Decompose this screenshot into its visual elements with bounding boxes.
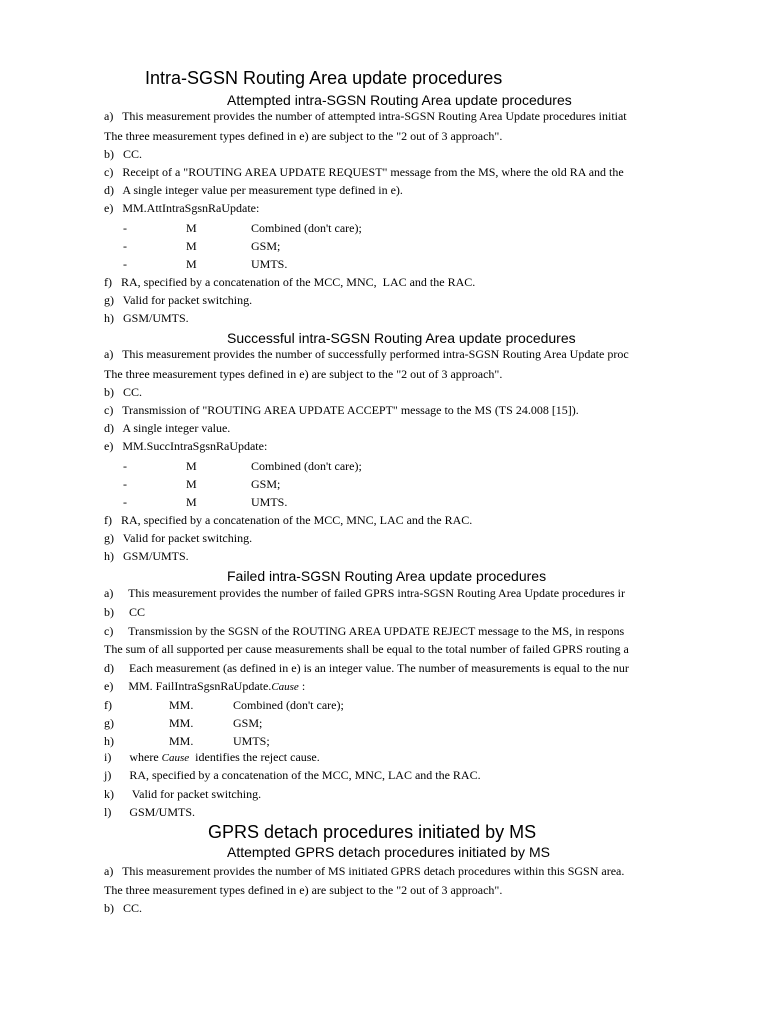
paragraph-line: f) RA, specified by a concatenation of the MCC, MNC, LAC and the RAC. [104,513,473,527]
cause-term: Cause [161,752,190,764]
paragraph-line: The three measurement types defined in e) are subject to the "2 out of 3 approach". [104,129,503,143]
cause-term: Cause [271,681,299,693]
paragraph-line: c) Transmission of "ROUTING AREA UPDATE ACCEPT" message to the MS (TS 24.008 [15]). [104,403,579,417]
paragraph-line: d) Each measurement (as defined in e) is an integer value. The number of measurements is equal to the nur [104,661,629,675]
paragraph-line: e) MM.SuccIntraSgsnRaUpdate: [104,439,268,453]
subsection-heading: Attempted GPRS detach procedures initiated by MS [227,844,550,860]
paragraph-line: a) This measurement provides the number of MS initiated GPRS detach procedures within this SGSN area. [104,864,625,878]
paragraph-line: The three measurement types defined in e) are subject to the "2 out of 3 approach". [104,883,503,897]
paragraph-line: i) where Cause identifies the reject cause. [104,750,320,764]
subsection-heading: Successful intra-SGSN Routing Area update procedures [227,330,576,346]
paragraph-line: g) Valid for packet switching. [104,293,253,307]
paragraph-line: b) CC. [104,147,143,161]
paragraph-line: a) This measurement provides the number of attempted intra-SGSN Routing Area Update procedures initiat [104,109,627,123]
list-item: g) MM. GSM; [104,716,263,730]
paragraph-line: k) Valid for packet switching. [104,787,262,801]
subsection-heading: Attempted intra-SGSN Routing Area update procedures [227,92,572,108]
paragraph-line: j) RA, specified by a concatenation of the MCC, MNC, LAC and the RAC. [104,768,481,782]
paragraph-line: The three measurement types defined in e) are subject to the "2 out of 3 approach". [104,367,503,381]
list-item: f) MM. Combined (don't care); [104,698,344,712]
paragraph-line: b) CC. [104,385,143,399]
paragraph-line: d) A single integer value per measurement type defined in e). [104,183,403,197]
subsection-heading: Failed intra-SGSN Routing Area update procedures [227,568,547,584]
section-title: Intra-SGSN Routing Area update procedures [145,68,503,88]
paragraph-line: c) Transmission by the SGSN of the ROUTING AREA UPDATE REJECT message to the MS, in respons [104,624,625,638]
list-item: - M UMTS. [123,257,288,271]
paragraph-line: g) Valid for packet switching. [104,531,253,545]
paragraph-line: d) A single integer value. [104,421,231,435]
list-item: - M Combined (don't care); [123,459,362,473]
paragraph-line: l) GSM/UMTS. [104,805,196,819]
paragraph-line: a) This measurement provides the number of successfully performed intra-SGSN Routing Area Update proc [104,347,629,361]
paragraph-line: f) RA, specified by a concatenation of the MCC, MNC, LAC and the RAC. [104,275,476,289]
paragraph-line: h) GSM/UMTS. [104,549,189,563]
list-item: - M GSM; [123,239,281,253]
list-item: - M GSM; [123,477,281,491]
list-item: - M UMTS. [123,495,288,509]
paragraph-line: h) GSM/UMTS. [104,311,189,325]
paragraph-line: e) MM.AttIntraSgsnRaUpdate: [104,201,260,215]
paragraph-line: c) Receipt of a "ROUTING AREA UPDATE REQUEST" message from the MS, where the old RA and the [104,165,624,179]
section-title: GPRS detach procedures initiated by MS [208,822,537,842]
paragraph-line: b) CC [104,605,146,619]
paragraph-line: b) CC. [104,901,143,915]
paragraph-line: e) MM. FailIntraSgsnRaUpdate.Cause : [104,679,306,693]
list-item: - M Combined (don't care); [123,221,362,235]
paragraph-line: a) This measurement provides the number of failed GPRS intra-SGSN Routing Area Update procedures ir [104,586,625,600]
paragraph-line: The sum of all supported per cause measurements shall be equal to the total number of failed GPRS routing a [104,642,629,656]
list-item: h) MM. UMTS; [104,734,270,748]
